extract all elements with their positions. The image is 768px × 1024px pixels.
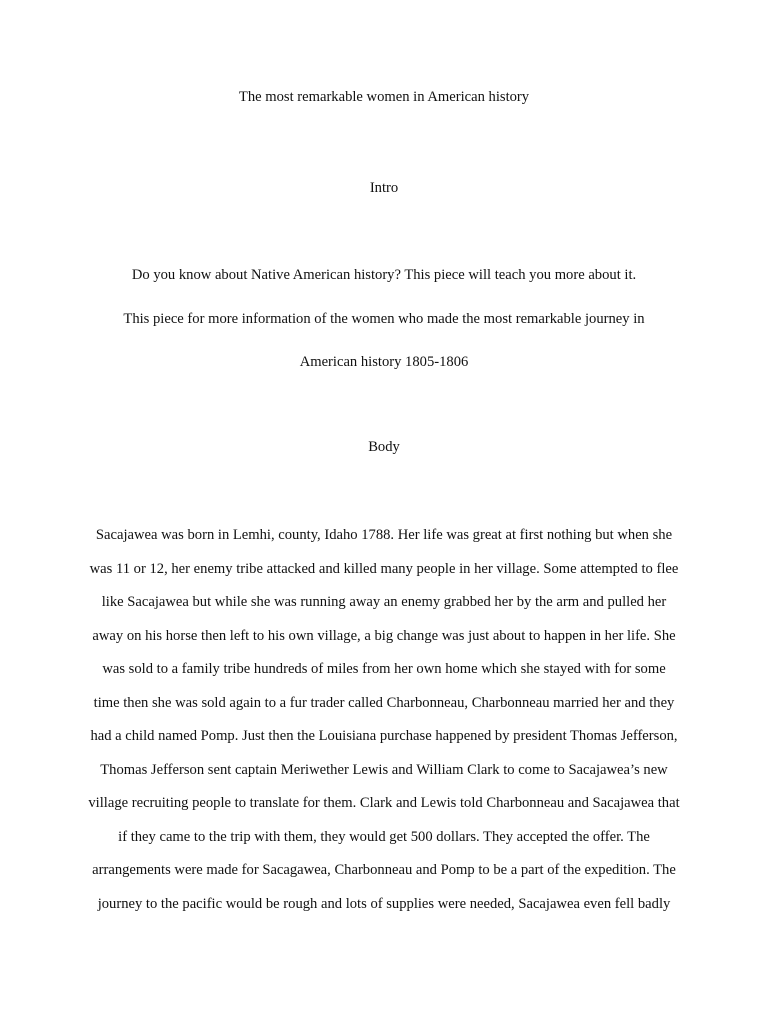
intro-line: This piece for more information of the women who made the most remarkable journey in (123, 311, 645, 327)
body-line: time then she was sold again to a fur trader called Charbonneau, Charbonneau married her and they (93, 695, 675, 711)
section-heading-intro: Intro (369, 180, 399, 196)
body-line: was 11 or 12, her enemy tribe attacked and killed many people in her village. Some attempted to flee (89, 561, 679, 577)
section-heading-body: Body (368, 439, 400, 455)
body-line: had a child named Pomp. Just then the Louisiana purchase happened by president Thomas Jefferson, (90, 728, 678, 744)
body-line: if they came to the trip with them, they would get 500 dollars. They accepted the offer. The (118, 829, 650, 845)
intro-line: American history 1805-1806 (299, 354, 469, 370)
intro-line: Do you know about Native American history? This piece will teach you more about it. (131, 267, 637, 283)
body-line: arrangements were made for Sacagawea, Charbonneau and Pomp to be a part of the expedition. The (92, 862, 676, 878)
body-line: Sacajawea was born in Lemhi, county, Idaho 1788. Her life was great at first nothing but when she (95, 527, 673, 543)
body-line: village recruiting people to translate for them. Clark and Lewis told Charbonneau and Sacajawea that (88, 795, 680, 811)
body-line: was sold to a family tribe hundreds of miles from her own home which she stayed with for some (102, 661, 666, 677)
body-line: journey to the pacific would be rough and lots of supplies were needed, Sacajawea even fell badly (97, 896, 671, 912)
body-line: like Sacajawea but while she was running away an enemy grabbed her by the arm and pulled her (101, 594, 667, 610)
document-title: The most remarkable women in American history (238, 89, 530, 105)
body-line: Thomas Jefferson sent captain Meriwether Lewis and William Clark to come to Sacajawea’s new (100, 762, 668, 778)
body-line: away on his horse then left to his own village, a big change was just about to happen in her life. She (92, 628, 676, 644)
